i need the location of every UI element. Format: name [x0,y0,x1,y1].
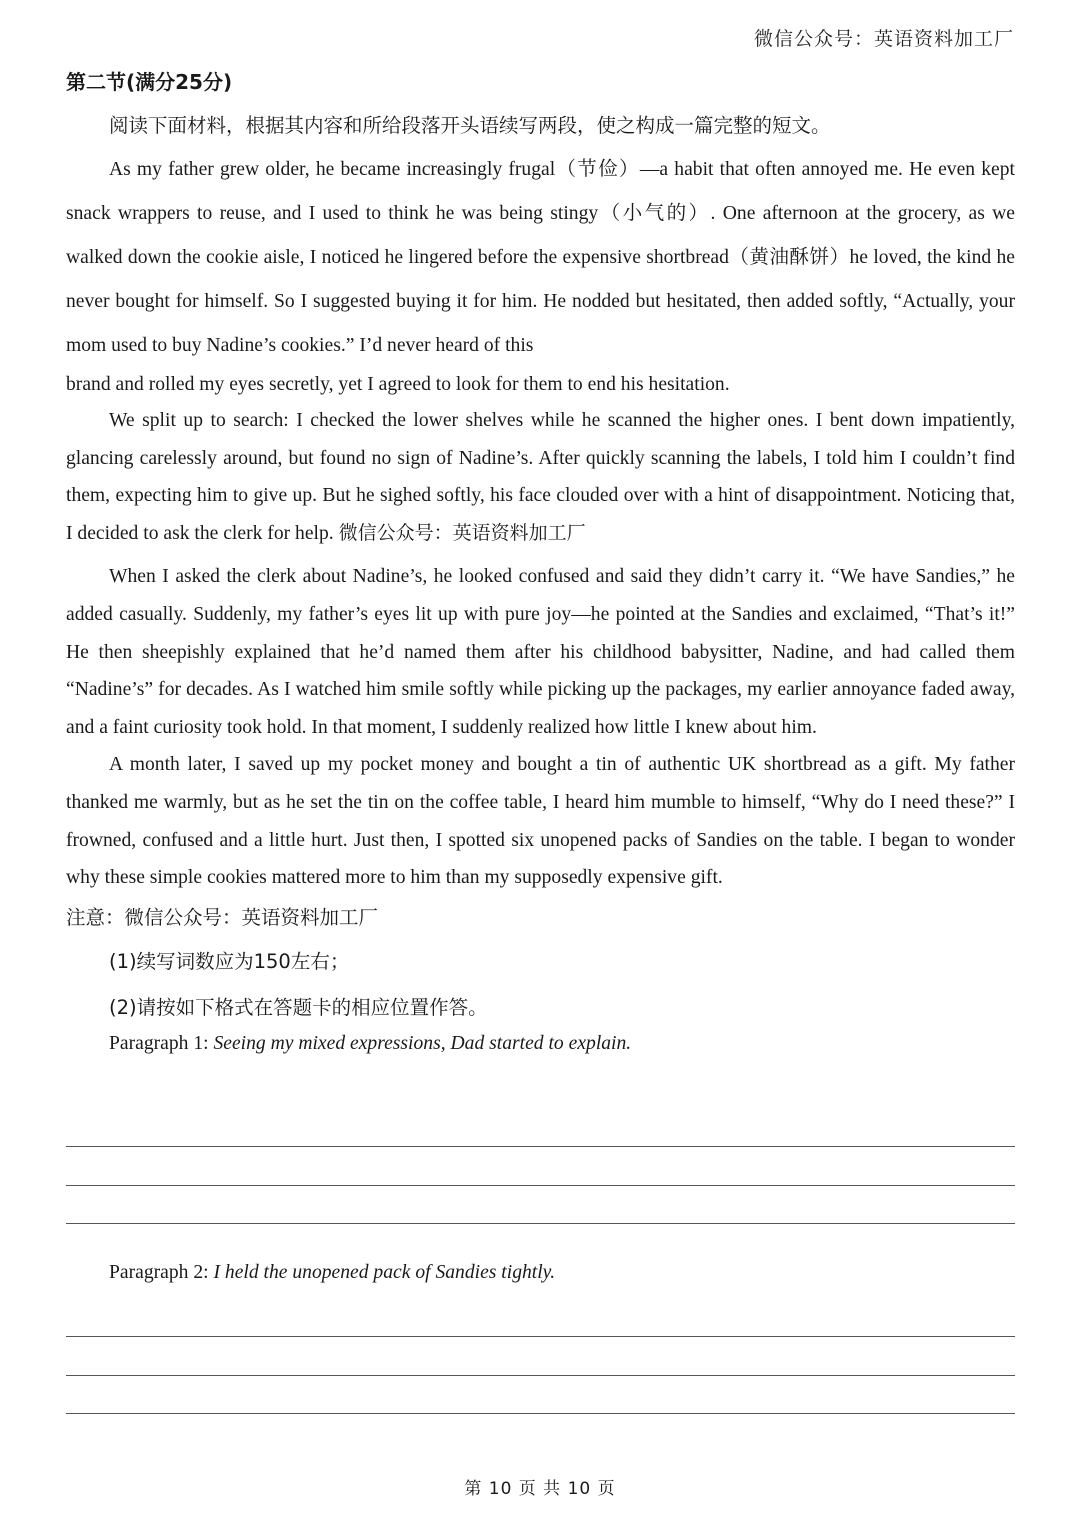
paragraph-1-opener: Seeing my mixed expressions, Dad started to explain. [213,1032,632,1054]
answer-lines-paragraph-1 [66,1146,1015,1262]
answer-line[interactable] [66,1336,1015,1337]
answer-line[interactable] [66,1413,1015,1414]
passage-content [66,106,1015,1055]
note-item-1: (1)续写词数应为150左右； [109,949,350,973]
answer-lines-paragraph-2 [66,1336,1015,1452]
answer-line[interactable] [66,1223,1015,1224]
paragraph-2-prompt [66,1262,1015,1284]
passage-paragraph-2-text: We split up to search: I checked the lower shelves while he scanned the higher ones. I bent down impatiently, glancing carelessly around, but found no sign of Nadine’s. After quickly scanning the labels, I told him I couldn’t find them, expecting him to give up. But he sighed softly, his face clouded over with a hint of disappointment. Noticing that, I decided to ask the clerk for help. [66,410,1015,544]
passage-paragraph-3: When I asked the clerk about Nadine’s, he looked confused and said they didn’t carry it. “We have Sandies,” he added casually. Suddenly, my father’s eyes lit up with pure joy—he pointed at the Sandies and exclaimed, “That’s it!” He then sheepishly explained that he’d named them after his childhood babysitter, Nadine, and had called them “Nadine’s” for decades. As I watched him smile softly while picking up the packages, my earlier annoyance faded away, and a faint curiosity took hold. In that moment, I suddenly realized how little I knew about him. [66,566,1015,738]
paragraph-2-prompt-wrap [66,1262,1015,1284]
paragraph-2-opener: I held the unopened pack of Sandies tightly. [213,1262,556,1283]
inline-watermark: 微信公众号：英语资料加工厂 [338,521,586,544]
paragraph-1-label: Paragraph 1: [109,1032,214,1054]
passage-paragraph-1-main: As my father grew older, he became increasingly frugal（节俭）—a habit that often annoyed me. He even kept snack wrappers to reuse, and I used to think he was being stingy（小气的）. One afternoon at the grocery, as we walked down the cookie aisle, I noticed he lingered before the expensive shortbread（黄油酥饼）he loved, the kind he never bought for himself. So I suggested buying it for him. He nodded but hesitated, then added softly, “Actually, your mom used to buy Nadine’s cookies.” I’d never heard of this [66,159,1015,356]
answer-line[interactable] [66,1146,1015,1147]
header-watermark: 微信公众号：英语资料加工厂 [753,28,1014,50]
notes-heading: 注意：微信公众号：英语资料加工厂 [66,905,379,929]
paragraph-1-prompt [66,1033,1015,1055]
page-footer: 第 10 页 共 10 页 [464,1479,616,1499]
passage-paragraph-1 [66,148,1015,402]
section-title: 第二节(满分25分) [66,70,233,94]
passage-paragraph-4: A month later, I saved up my pocket money and bought a tin of authentic UK shortbread as a gift. My father thanked me warmly, but as he set the tin on the coffee table, I heard him mumble to himself, “Why do I need these?” I frowned, confused and a little hurt. Just then, I spotted six unopened packs of Sandies on the table. I began to wonder why these simple cookies mattered more to him than my supposedly expensive gift. [66,754,1015,889]
paragraph-2-label: Paragraph 2: [109,1262,214,1283]
answer-line[interactable] [66,1375,1015,1376]
instruction-text: 阅读下面材料，根据其内容和所给段落开头语续写两段，使之构成一篇完整的短文。 [109,114,831,137]
note-item-2: (2)请按如下格式在答题卡的相应位置作答。 [109,995,488,1019]
passage-paragraph-2 [66,402,1015,552]
passage-paragraph-1-tail: brand and rolled my eyes secretly, yet I agreed to look for them to end his hesitation. [66,374,730,395]
answer-line[interactable] [66,1185,1015,1186]
